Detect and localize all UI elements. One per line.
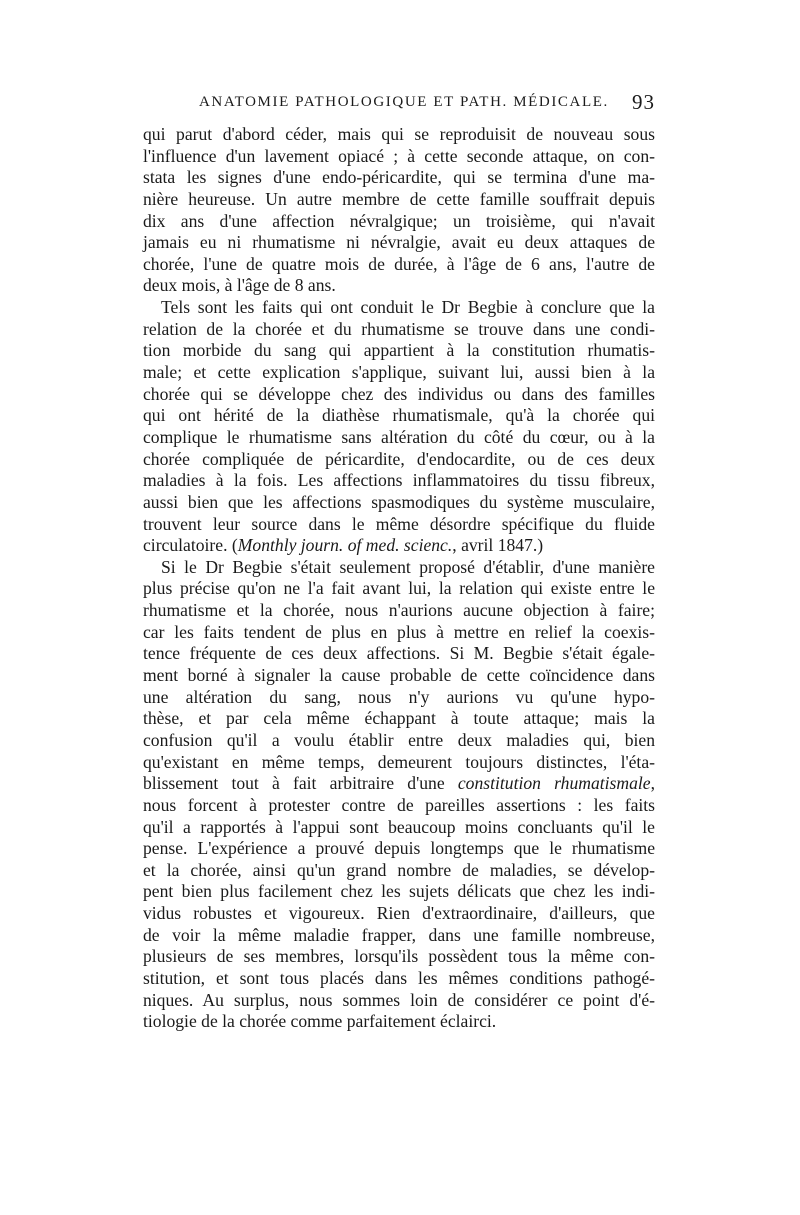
text-line: deux mois, à l'âge de 8 ans. xyxy=(143,275,336,296)
text-line: tence fréquente de ces deux affections. Si M. Begbie s'était égale- xyxy=(143,643,655,664)
text-line: plusieurs de ses membres, lorsqu'ils possèdent tous la même con- xyxy=(143,946,655,967)
text-line: une altération du sang, nous n'y aurions vu qu'une hypo- xyxy=(143,686,655,707)
text-line: dix ans d'une affection névralgique; un troisième, qui n'avait xyxy=(143,210,655,231)
text-line: niques. Au surplus, nous sommes loin de considérer ce point d'é- xyxy=(143,989,655,1010)
text-line: ment borné à signaler la cause probable de cette coïncidence dans xyxy=(143,665,655,686)
line-suffix: , xyxy=(650,773,655,794)
text-line: tiologie de la chorée comme parfaitement éclairci. xyxy=(143,1011,497,1032)
text-line: qui parut d'abord céder, mais qui se reproduisit de nouveau sous xyxy=(143,124,655,144)
text-line: stitution, et sont tous placés dans les mêmes conditions pathogé- xyxy=(143,967,655,988)
paragraph-2 xyxy=(143,297,655,557)
citation-suffix: , avril 1847.) xyxy=(452,535,544,556)
running-title: ANATOMIE PATHOLOGIQUE ET PATH. MÉDICALE. xyxy=(199,94,609,110)
text-line: qu'existant en même temps, demeurent toujours distinctes, l'éta- xyxy=(143,751,655,772)
paragraph-1 xyxy=(143,124,655,297)
text-line: et la chorée, ainsi qu'un grand nombre de maladies, se dévelop- xyxy=(143,859,655,880)
text-line: trouvent leur source dans le même désordre spécifique du fluide xyxy=(143,513,655,534)
text-line: Si le Dr Begbie s'était seulement proposé d'établir, d'une manière xyxy=(161,556,655,577)
text-line: pent bien plus facilement chez les sujets délicats que chez les indi- xyxy=(143,881,655,902)
text-line: qui ont hérité de la diathèse rhumatismale, qu'à la chorée qui xyxy=(143,405,655,426)
text-line: vidus robustes et vigoureux. Rien d'extraordinaire, d'ailleurs, que xyxy=(143,903,655,924)
text-line: thèse, et par cela même échappant à toute attaque; mais la xyxy=(143,708,655,729)
text-line: pense. L'expérience a prouvé depuis longtemps que le rhumatisme xyxy=(143,838,655,859)
text-line: aussi bien que les affections spasmodiques du système musculaire, xyxy=(143,491,655,512)
text-line: relation de la chorée et du rhumatisme se trouve dans une condi- xyxy=(143,318,655,339)
text-line: car les faits tendent de plus en plus à mettre en relief la coexis- xyxy=(143,621,655,642)
text-line: nous forcent à protester contre de pareilles assertions : les faits xyxy=(143,794,655,815)
text-line: Tels sont les faits qui ont conduit le Dr Begbie à conclure que la xyxy=(161,297,655,318)
text-line: l'influence d'un lavement opiacé ; à cette seconde attaque, on con- xyxy=(143,145,655,166)
text-line: maladies à la fois. Les affections inflammatoires du tissu fibreux, xyxy=(143,470,655,491)
text-line: plus précise qu'on ne l'a fait avant lui, la relation qui existe entre le xyxy=(143,578,655,599)
citation-journal: Monthly journ. of med. scienc. xyxy=(237,535,453,556)
paragraph-3 xyxy=(143,557,655,1033)
running-head xyxy=(143,90,655,120)
line-prefix: blissement tout à fait arbitraire d'une xyxy=(143,773,458,794)
text-line: chorée compliquée de péricardite, d'endocardite, ou de ces deux xyxy=(143,448,655,469)
italic-term-line xyxy=(143,773,655,795)
text-line: rhumatisme et la chorée, nous n'aurions aucune objection à faire; xyxy=(143,600,655,621)
citation-line xyxy=(143,535,655,557)
text-line: chorée qui se développe chez des individus ou dans des familles xyxy=(143,383,655,404)
text-line: tion morbide du sang qui appartient à la constitution rhumatis- xyxy=(143,340,655,361)
text-line: stata les signes d'une endo-péricardite, qui se termina d'une ma- xyxy=(143,167,655,188)
citation-prefix: circulatoire. ( xyxy=(143,535,238,556)
text-line: male; et cette explication s'applique, suivant lui, aussi bien à la xyxy=(143,362,655,383)
text-line: qu'il a rapportés à l'appui sont beaucoup moins concluants qu'il le xyxy=(143,816,655,837)
text-line: nière heureuse. Un autre membre de cette famille souffrait depuis xyxy=(143,188,655,209)
text-line: chorée, l'une de quatre mois de durée, à l'âge de 6 ans, l'autre de xyxy=(143,253,655,274)
body-text xyxy=(143,124,655,1033)
text-line: de voir la même maladie frapper, dans une famille nombreuse, xyxy=(143,924,655,945)
italic-term: constitution rhumatismale xyxy=(457,773,651,794)
page-number: 93 xyxy=(632,90,655,114)
text-line: jamais eu ni rhumatisme ni névralgie, avait eu deux attaques de xyxy=(143,232,655,253)
text-line: confusion qu'il a voulu établir entre deux maladies qui, bien xyxy=(143,729,655,750)
text-line: complique le rhumatisme sans altération du côté du cœur, ou à la xyxy=(143,426,655,447)
